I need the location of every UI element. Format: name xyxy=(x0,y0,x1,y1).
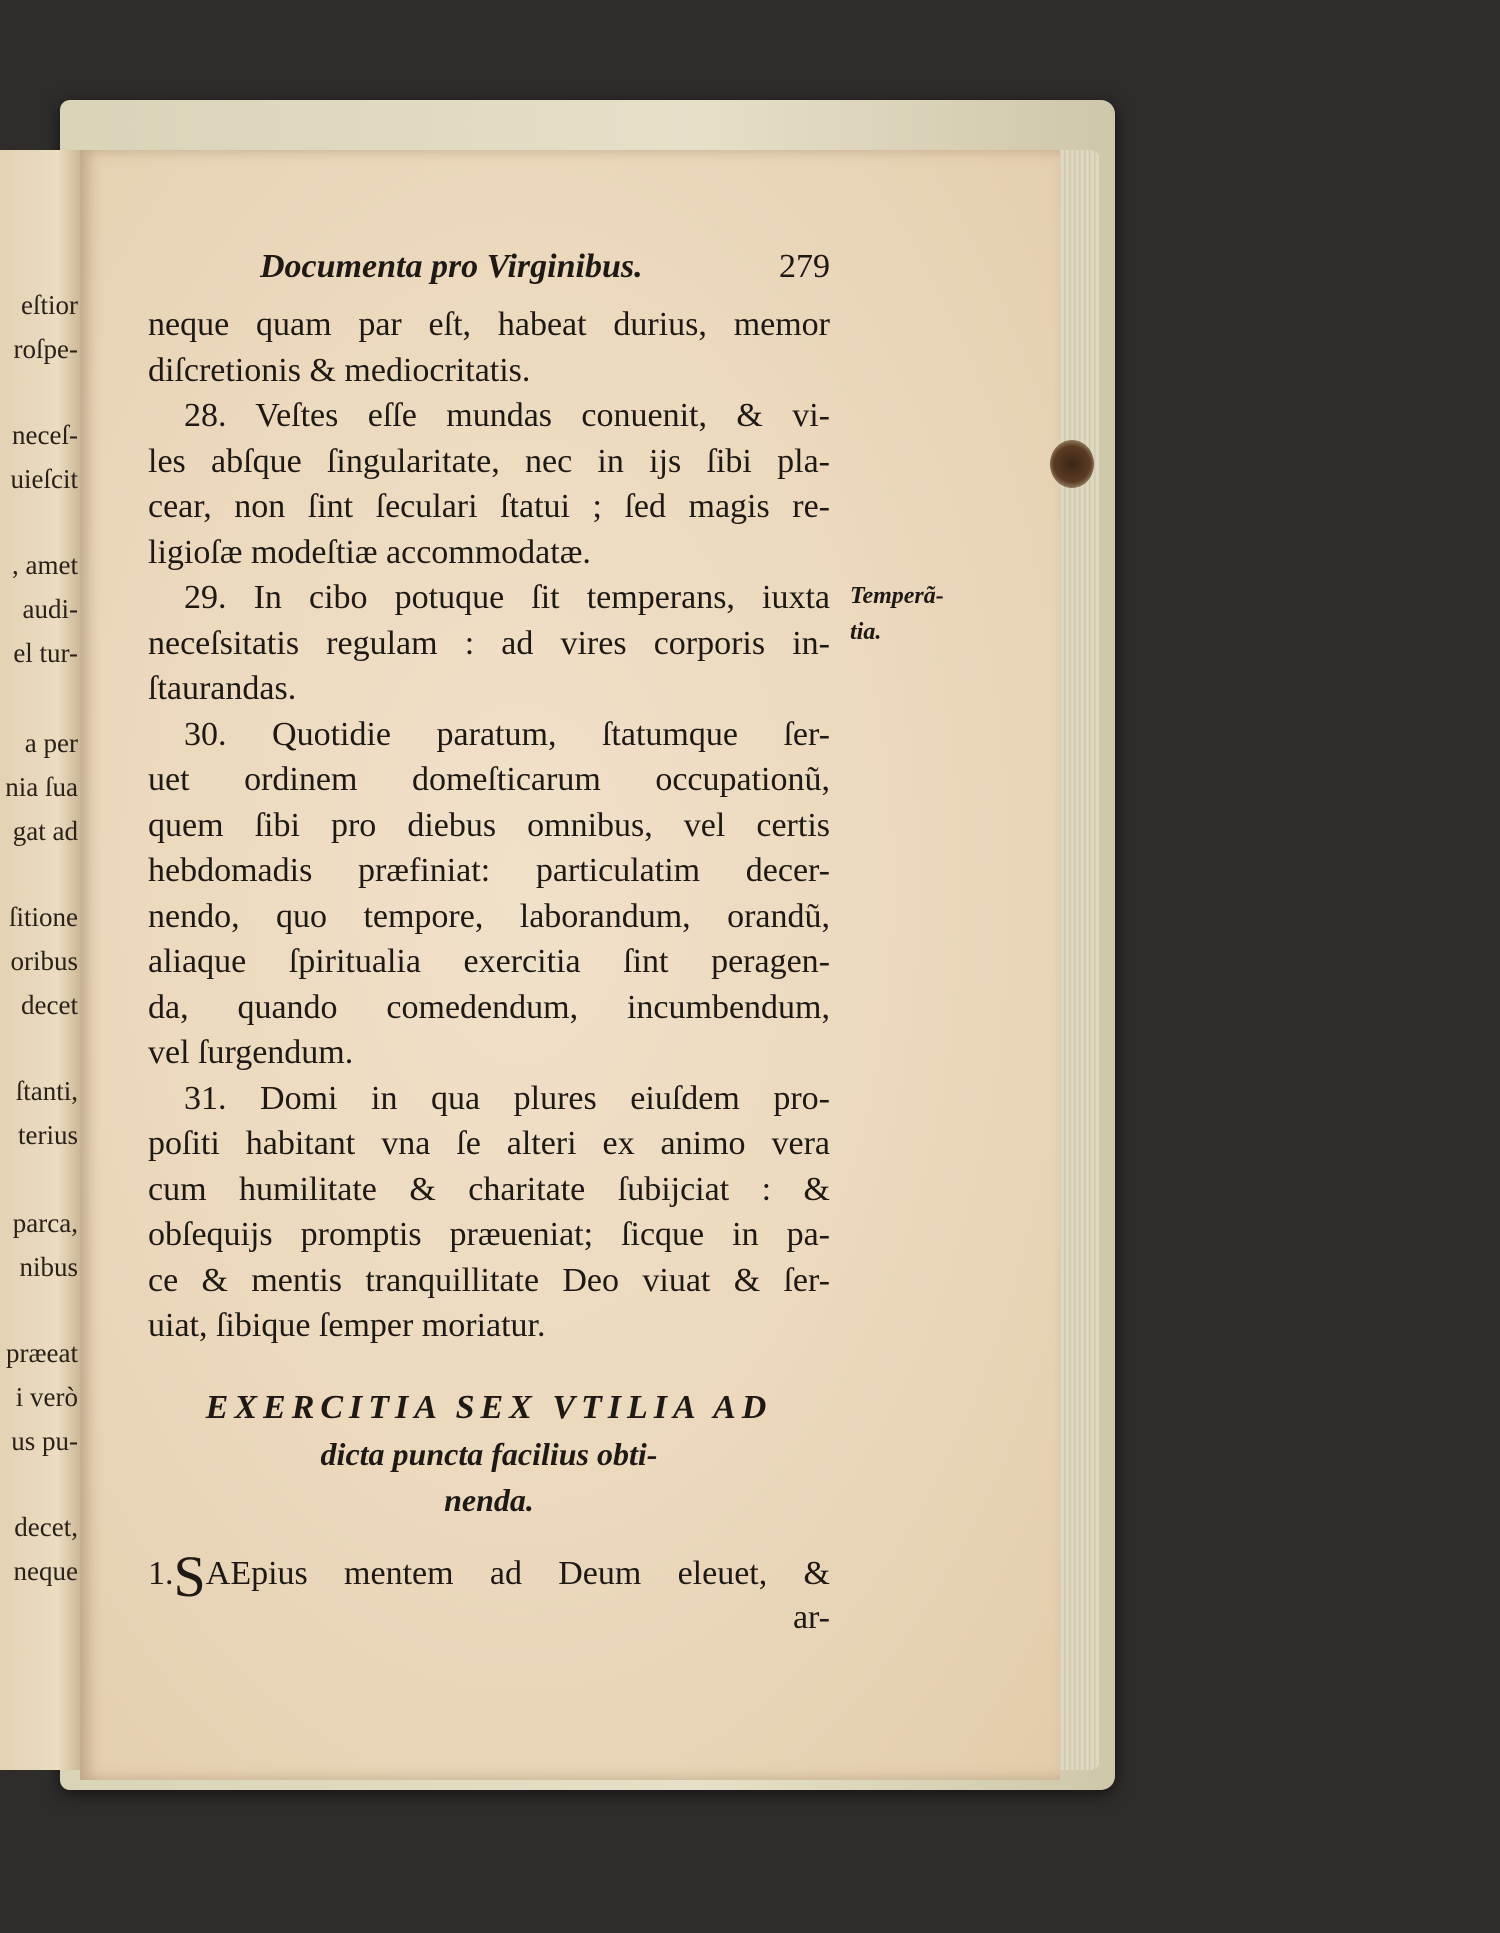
facing-fragment: neceſ- xyxy=(12,420,78,450)
text-line: da, quando comedendum, incumbendum, xyxy=(148,988,830,1026)
running-head xyxy=(260,248,830,302)
text-line: 31. Domi in qua plures eiuſdem pro- xyxy=(184,1079,830,1117)
facing-fragment: ſtanti, xyxy=(15,1076,78,1106)
facing-fragment: a per xyxy=(24,728,78,758)
text-line: obſequijs promptis præueniat; ſicque in pa- xyxy=(148,1216,830,1253)
text-line: 30. Quotidie paratum, ſtatumque ſer- xyxy=(184,715,830,753)
facing-fragment: ſitione xyxy=(9,902,78,932)
text-line: aliaque ſpiritualia exercitia ſint peragen- xyxy=(148,943,830,980)
first-item-line xyxy=(148,1543,830,1609)
text-line: ſtaurandas. xyxy=(148,670,297,707)
text-line: poſiti habitant vna ſe alteri ex animo vera xyxy=(148,1125,830,1162)
drop-cap: S xyxy=(173,1543,206,1609)
facing-fragment: eſtior xyxy=(21,290,78,320)
section-heading: EXERCITIA SEX VTILIA AD xyxy=(205,1388,773,1426)
page-number: 279 xyxy=(779,248,830,285)
section-subheading: dicta puncta facilius obti- xyxy=(320,1435,658,1472)
facing-fragment: nia ſua xyxy=(5,772,78,802)
section-subheading: nenda. xyxy=(444,1481,534,1518)
page-text xyxy=(148,248,830,1639)
text-line: les abſque ſingularitate, nec in ijs ſibi pla- xyxy=(148,442,830,480)
text-line: neceſsitatis regulam : ad vires corporis in- xyxy=(148,624,830,662)
text-line: diſcretionis & mediocritatis. xyxy=(148,351,531,389)
facing-fragment: , amet xyxy=(12,550,78,580)
first-item-number: 1. xyxy=(148,1554,174,1592)
text-line: cear, non ſint ſeculari ſtatui ; ſed magis re- xyxy=(148,488,830,525)
text-line: nendo, quo tempore, laborandum, orandũ, xyxy=(148,897,830,935)
facing-fragment: decet xyxy=(21,990,78,1020)
first-item-text: AEpius mentem ad Deum eleuet, & xyxy=(205,1554,830,1592)
facing-fragment: parca, xyxy=(12,1208,78,1238)
page-edges xyxy=(1055,150,1100,1770)
facing-fragment: audi- xyxy=(22,594,78,624)
text-line: hebdomadis præfiniat: particulatim decer- xyxy=(148,852,830,889)
facing-fragment: el tur- xyxy=(13,638,78,668)
facing-fragment: roſpe- xyxy=(13,334,78,364)
text-line: quem ſibi pro diebus omnibus, vel certis xyxy=(148,806,830,844)
marginal-note-line: tia. xyxy=(850,619,882,645)
text-line: ligioſæ modeſtiæ accommodatæ. xyxy=(148,533,591,571)
facing-fragment: i verò xyxy=(15,1382,78,1412)
text-line: vel ſurgendum. xyxy=(148,1034,354,1071)
facing-fragment: gat ad xyxy=(12,816,78,846)
text-line: uiat, ſibique ſemper moriatur. xyxy=(148,1307,546,1344)
facing-fragment: us pu- xyxy=(11,1426,78,1456)
text-line: 29. In cibo potuque ſit temperans, iuxta xyxy=(184,579,830,616)
running-head-title: Documenta pro Virginibus. xyxy=(260,248,643,285)
facing-fragment: decet, xyxy=(14,1512,78,1542)
marginal-note xyxy=(850,578,944,650)
text-line: uet ordinem domeſticarum occupationũ, xyxy=(148,761,830,798)
facing-page xyxy=(0,150,82,1770)
text-line: ce & mentis tranquillitate Deo viuat & ſer- xyxy=(148,1261,830,1299)
ink-stain xyxy=(1050,440,1094,488)
facing-fragment: oribus xyxy=(10,946,78,976)
facing-fragment: terius xyxy=(18,1120,78,1150)
text-line: neque quam par eſt, habeat durius, memor xyxy=(148,306,830,343)
facing-fragment: præeat xyxy=(6,1338,78,1368)
catchword: ar- xyxy=(792,1598,830,1636)
facing-fragment: uieſcit xyxy=(10,464,78,494)
facing-fragment: neque xyxy=(13,1556,78,1586)
text-line: cum humilitate & charitate ſubijciat : & xyxy=(148,1170,830,1208)
text-line: 28. Veſtes eſſe mundas conuenit, & vi- xyxy=(184,397,830,434)
facing-fragment: nibus xyxy=(19,1252,78,1282)
marginal-note-line: Temperã- xyxy=(850,583,944,609)
